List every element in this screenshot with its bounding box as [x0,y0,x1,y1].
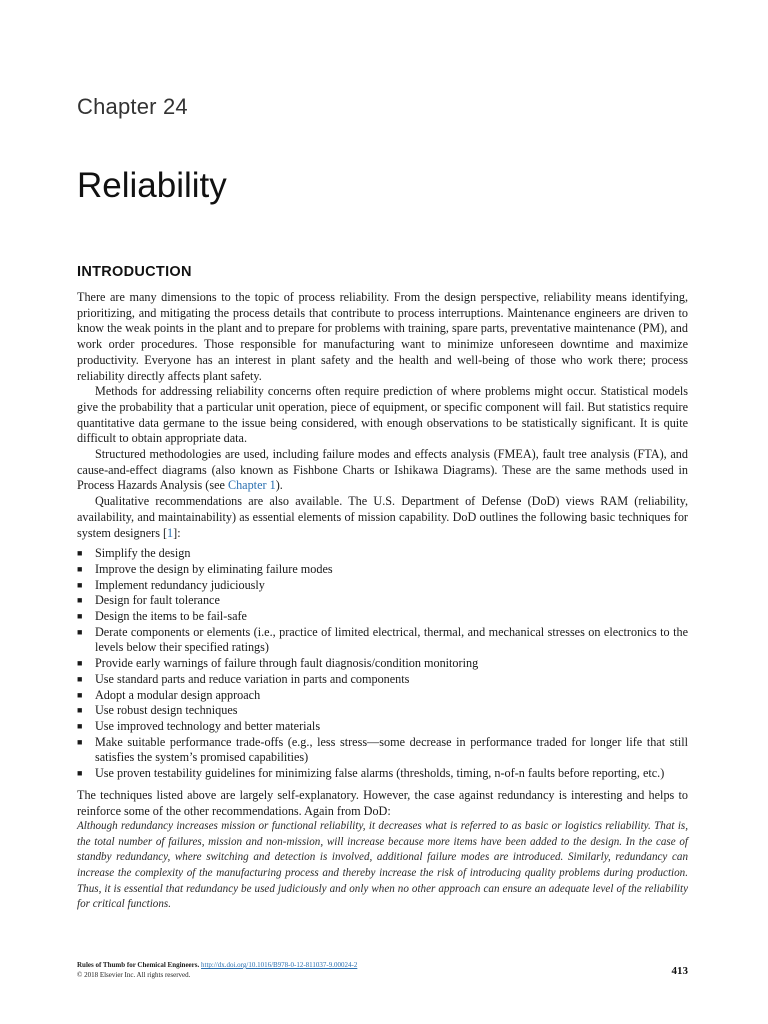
body-text [77,290,688,913]
paragraph-qualitative [77,494,688,541]
bullet-icon: ■ [77,720,83,731]
list-item [77,562,688,578]
list-item [77,546,688,562]
dod-quote: Although redundancy increases mission or functional reliability, it decreases what is referred to as basic or logistics reliability. That is, the total number of failures, mission and non-mission, will increase because more items have been added to the design. In the case of standby redundancy, where switching and detection is involved, additional failure modes are introduced. Similarly, redundancy can increase the complexity of the manufacturing process and thereby increase the risk of introducing quality problems during production. Thus, it is essential that redundancy be used judiciously and only when no other approach can ensure an adequate level of the reliability for critical functions. [77,820,688,911]
paragraph-qualitative-text: Qualitative recommendations are also available. The U.S. Department of Defense (DoD) views RAM (reliability, availability, and maintainability) as essential elements of mission capability. DoD outlines the following basic techniques for system designers [ [77,494,688,540]
paragraph-structured-methods-end: ). [275,478,283,493]
footer-doi-link[interactable]: http://dx.doi.org/10.1016/B978-0-12-811037-9.00024-2 [201,961,358,969]
list-item-text: Adopt a modular design approach [95,687,261,702]
list-item [77,735,688,766]
bullet-icon: ■ [77,579,83,590]
section-heading: INTRODUCTION [77,264,192,280]
reference-1-link[interactable]: 1 [167,525,174,540]
paragraph-methods: Methods for addressing reliability concerns often require prediction of where problems might occur. Statistical models give the probability that a particular unit operation, piece of equipment, or specific component will fail. But statistics require quantitative data germane to the issue being considered, with enough observations to be statistically significant. It is quite difficult to obtain appropriate data. [77,384,688,446]
list-item [77,609,688,625]
list-item-text: Provide early warnings of failure through fault diagnosis/condition monitoring [95,656,479,671]
bullet-icon: ■ [77,736,83,747]
bullet-icon: ■ [77,768,83,779]
list-item-text: Use proven testability guidelines for minimizing false alarms (thresholds, timing, n-of-n faults before reporting, etc.) [95,766,665,781]
bullet-icon: ■ [77,595,83,606]
design-techniques-list [77,546,688,782]
bullet-icon: ■ [77,673,83,684]
list-item-text: Use robust design techniques [95,703,238,718]
list-item [77,766,688,782]
list-item [77,688,688,704]
paragraph-structured-methods-text: Structured methodologies are used, including failure modes and effects analysis (FMEA), fault tree analysis (FTA), and cause-and-effect diagrams (also known as Fishbone Charts or Ishikawa Diagrams). These are the same methods used in Process Hazards Analysis (see [77,447,688,493]
page-footer [77,960,688,980]
bullet-icon: ■ [77,705,83,716]
bullet-icon: ■ [77,689,83,700]
list-item [77,703,688,719]
bullet-icon: ■ [77,611,83,622]
list-item [77,593,688,609]
bullet-icon: ■ [77,626,83,637]
paragraph-redundancy: The techniques listed above are largely self-explanatory. However, the case against redundancy is interesting and helps to reinforce some of the other recommendations. Again from DoD: [77,787,688,818]
page-number: 413 [671,965,688,977]
list-item-text: Use standard parts and reduce variation in parts and components [95,671,410,686]
list-item-text: Implement redundancy judiciously [95,577,265,592]
list-item [77,672,688,688]
list-item-text: Derate components or elements (i.e., practice of limited electrical, thermal, and mechanical stresses on electronics to the levels below their specified ratings) [95,624,688,655]
list-item-text: Make suitable performance trade-offs (e.g., less stress—some decrease in performance traded for longer life that still satisfies the system’s promised capabilities) [95,734,688,765]
list-item-text: Simplify the design [95,546,191,561]
paragraph-qualitative-end: ]: [173,525,181,540]
bullet-icon: ■ [77,548,83,559]
list-item-text: Improve the design by eliminating failure modes [95,561,333,576]
chapter-title: Reliability [77,166,227,205]
list-item [77,625,688,656]
list-item-text: Use improved technology and better materials [95,718,321,733]
list-item-text: Design the items to be fail-safe [95,609,247,624]
bullet-icon: ■ [77,563,83,574]
footer-book-title: Rules of Thumb for Chemical Engineers. [77,961,200,969]
footer-source-line [77,960,688,970]
list-item-text: Design for fault tolerance [95,593,220,608]
paragraph-intro: There are many dimensions to the topic of process reliability. From the design perspective, reliability means identifying, prioritizing, and mitigating the process details that contribute to process interruptions. Maintenance engineers are driven to know the weak points in the plant and to prepare for problems with training, spare parts, preventative maintenance (PM), and work order procedures. Those responsible for manufacturing want to minimize unforeseen downtime and maximize productivity. Everyone has an interest in plant safety and the health and well-being of those who work there; process reliability directly affects plant safety. [77,290,688,383]
list-item [77,719,688,735]
chapter-label: Chapter 24 [77,94,188,119]
bullet-icon: ■ [77,658,83,669]
chapter-1-link[interactable]: Chapter 1 [227,478,276,493]
paragraph-structured-methods [77,447,688,494]
list-item [77,656,688,672]
list-item [77,578,688,594]
footer-copyright: © 2018 Elsevier Inc. All rights reserved. [77,971,191,979]
